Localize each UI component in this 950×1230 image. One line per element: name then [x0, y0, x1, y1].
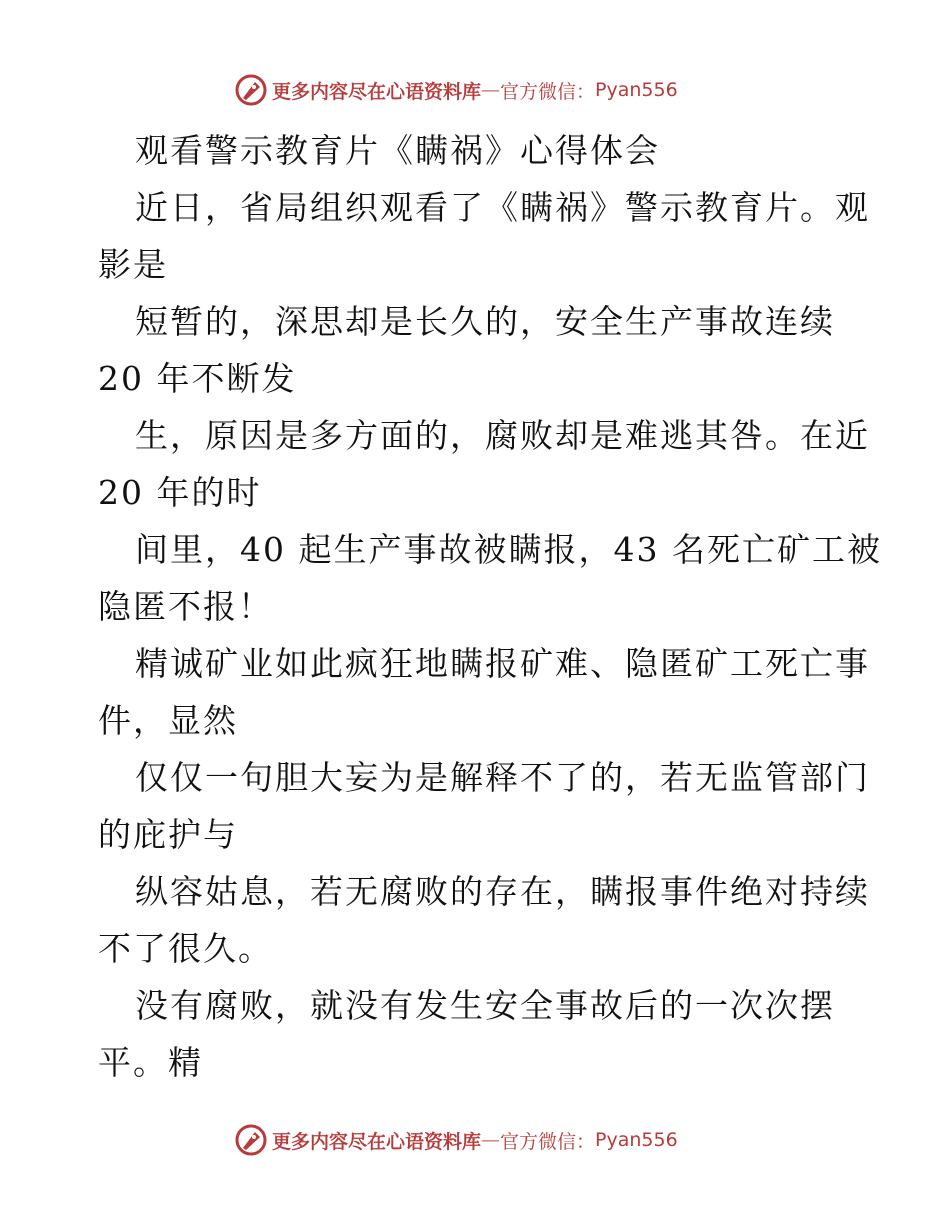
banner-slogan: 更多内容尽在心语资料库 [272, 80, 482, 103]
text-line: 间里，40 起生产事故被瞒报，43 名死亡矿工被 [135, 530, 882, 569]
banner-slogan: 更多内容尽在心语资料库 [272, 1130, 482, 1153]
text-line: 影是 [98, 245, 168, 284]
text-line: 件，显然 [98, 701, 238, 740]
text-line: 生，原因是多方面的，腐败却是难逃其咎。在近 [135, 416, 870, 455]
pen-nib-logo-icon [234, 1123, 268, 1157]
text-line: 隐匿不报！ [98, 587, 273, 626]
text-line: 仅仅一句胆大妄为是解释不了的，若无监管部门 [135, 758, 870, 797]
banner-dash: — [481, 1129, 501, 1151]
header-watermark-banner [234, 72, 678, 108]
banner-dash: — [481, 79, 501, 101]
text-line: 没有腐败，就没有发生安全事故后的一次次摆 [135, 986, 835, 1025]
text-line: 不了很久。 [98, 929, 273, 968]
text-line: 平。精 [98, 1043, 203, 1082]
document-body [98, 122, 882, 1091]
text-line: 近日，省局组织观看了《瞒祸》警示教育片。观 [135, 188, 870, 227]
text-line: 20 年不断发 [98, 359, 297, 398]
text-line: 20 年的时 [98, 473, 262, 512]
document-title: 观看警示教育片《瞒祸》心得体会 [135, 131, 660, 170]
pen-nib-logo-icon [234, 73, 268, 107]
text-line: 短暂的，深思却是长久的，安全生产事故连续 [135, 302, 835, 341]
footer-watermark-banner [234, 1122, 678, 1158]
text-line: 精诚矿业如此疯狂地瞒报矿难、隐匿矿工死亡事 [135, 644, 870, 683]
text-line: 纵容姑息，若无腐败的存在，瞒报事件绝对持续 [135, 872, 870, 911]
banner-wechat-label: 官方微信： [500, 1130, 596, 1153]
banner-wechat-label: 官方微信： [500, 80, 596, 103]
text-line: 的庇护与 [98, 815, 238, 854]
banner-wechat-id: Pyan556 [595, 79, 678, 101]
banner-wechat-id: Pyan556 [595, 1129, 678, 1151]
